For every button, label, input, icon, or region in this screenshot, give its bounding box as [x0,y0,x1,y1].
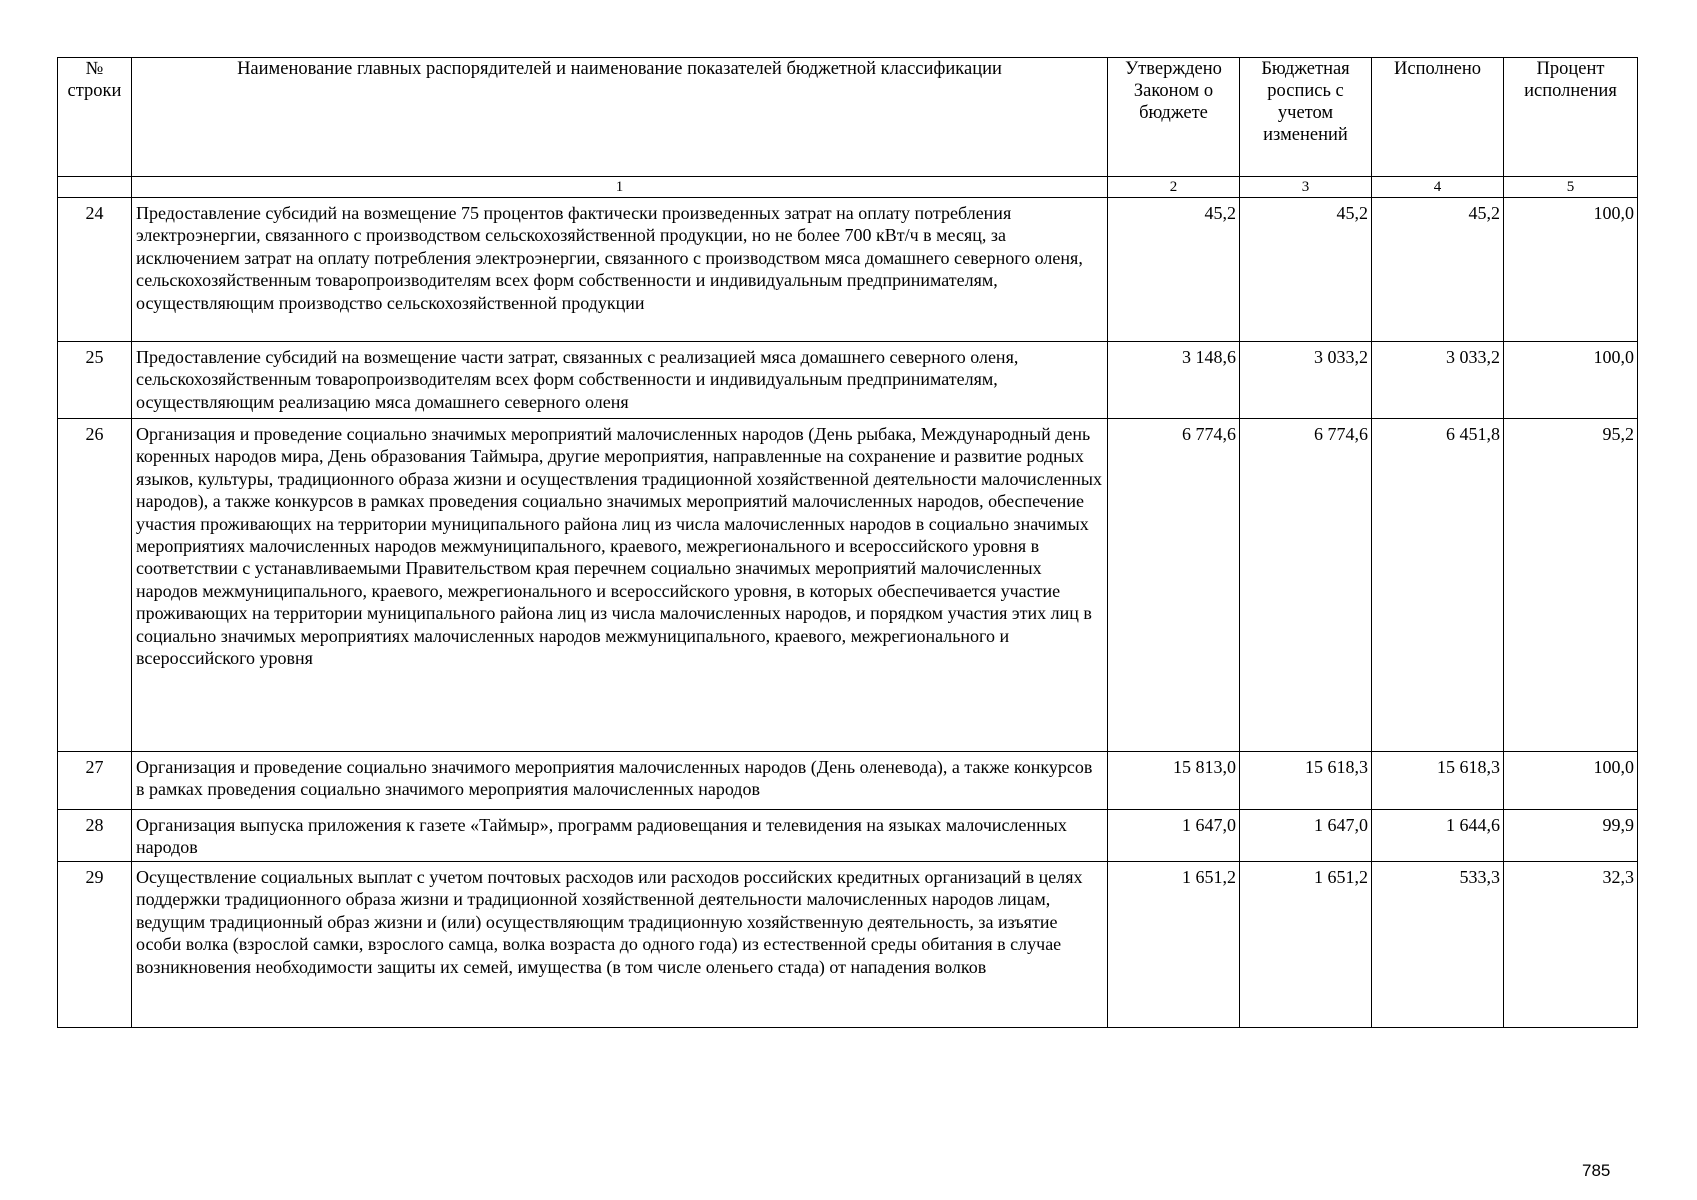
table-row [58,419,1638,752]
header-executed: Исполнено [1372,58,1504,177]
row-percent: 99,9 [1504,810,1638,862]
row-percent: 100,0 [1504,752,1638,810]
column-number: 3 [1240,177,1372,198]
column-number: 1 [132,177,1108,198]
budget-table [57,57,1638,1028]
column-number-blank [58,177,132,198]
row-percent: 100,0 [1504,342,1638,419]
row-name: Организация и проведение социально значимого мероприятия малочисленных народов (День оленевода), а также конкурсов в рамках проведения социально значимого мероприятия малочисленных народов [132,752,1108,810]
row-percent: 100,0 [1504,198,1638,342]
table-row [58,342,1638,419]
row-number: 28 [58,810,132,862]
row-number: 26 [58,419,132,752]
row-approved: 3 148,6 [1108,342,1240,419]
row-budget-list: 45,2 [1240,198,1372,342]
row-executed: 1 644,6 [1372,810,1504,862]
table-row [58,810,1638,862]
row-name: Организация выпуска приложения к газете «Таймыр», программ радиовещания и телевидения на языках малочисленных народов [132,810,1108,862]
row-executed: 6 451,8 [1372,419,1504,752]
row-percent: 32,3 [1504,862,1638,1028]
header-budget-list: Бюджетная роспись с учетом изменений [1240,58,1372,177]
row-number: 29 [58,862,132,1028]
row-number: 27 [58,752,132,810]
header-name: Наименование главных распорядителей и наименование показателей бюджетной классификации [132,58,1108,177]
row-approved: 15 813,0 [1108,752,1240,810]
row-percent: 95,2 [1504,419,1638,752]
row-name: Предоставление субсидий на возмещение 75 процентов фактически произведенных затрат на оплату потребления электроэнергии, связанного с производством сельскохозяйственной продукции, но не более 700 кВт/ч в месяц, за исключением затрат на оплату потребления электроэнергии, связанного с производством мяса домашнего северного оленя, сельскохозяйственным товаропроизводителям всех форм собственности и индивидуальным предпринимателям, осуществляющим производство сельскохозяйственной продукции [132,198,1108,342]
page-number: 785 [1582,1161,1611,1180]
row-name: Предоставление субсидий на возмещение части затрат, связанных с реализацией мяса домашнего северного оленя, сельскохозяйственным товаропроизводителям всех форм собственности и индивидуальным предпринимателям, осуществляющим реализацию мяса домашнего северного оленя [132,342,1108,419]
row-budget-list: 3 033,2 [1240,342,1372,419]
row-approved: 1 651,2 [1108,862,1240,1028]
row-executed: 45,2 [1372,198,1504,342]
header-row [58,58,1638,177]
header-row-number: № строки [58,58,132,177]
row-executed: 15 618,3 [1372,752,1504,810]
row-approved: 6 774,6 [1108,419,1240,752]
row-executed: 533,3 [1372,862,1504,1028]
table-row [58,862,1638,1028]
column-numbers-row [58,177,1638,198]
column-number: 2 [1108,177,1240,198]
column-number: 5 [1504,177,1638,198]
row-name: Осуществление социальных выплат с учетом почтовых расходов или расходов российских кредитных организаций в целях поддержки традиционного образа жизни и традиционной хозяйственной деятельности малочисленных народов лицам, ведущим традиционный образ жизни и (или) осуществляющим традиционную хозяйственную деятельность, за изъятие особи волка (взрослой самки, взрослого самца, волка возраста до одного года) из естественной среды обитания в случае возникновения необходимости защиты их семей, имущества (в том числе оленьего стада) от нападения волков [132,862,1108,1028]
row-approved: 45,2 [1108,198,1240,342]
row-executed: 3 033,2 [1372,342,1504,419]
column-number: 4 [1372,177,1504,198]
row-budget-list: 1 647,0 [1240,810,1372,862]
header-approved: Утверждено Законом о бюджете [1108,58,1240,177]
row-budget-list: 6 774,6 [1240,419,1372,752]
row-budget-list: 1 651,2 [1240,862,1372,1028]
row-budget-list: 15 618,3 [1240,752,1372,810]
header-percent: Процент исполнения [1504,58,1638,177]
row-approved: 1 647,0 [1108,810,1240,862]
row-name: Организация и проведение социально значимых мероприятий малочисленных народов (День рыбака, Международный день коренных народов мира, День образования Таймыра, другие мероприятия, направленные на сохранение и развитие родных языков, культуры, традиционного образа жизни и осуществления традиционной хозяйственной деятельности малочисленных народов), а также конкурсов в рамках проведения социально значимых мероприятий малочисленных народов, обеспечение участия проживающих на территории муниципального района лиц из числа малочисленных народов в социально значимых мероприятиях малочисленных народов межмуниципального, краевого, межрегионального и всероссийского уровня в соответствии с устанавливаемыми Правительством края перечнем социально значимых мероприятий малочисленных народов межмуниципального, краевого, межрегионального и всероссийского уровня, в которых обеспечивается участие проживающих на территории муниципального района лиц из числа малочисленных народов, и порядком участия этих лиц в социально значимых мероприятиях малочисленных народов межмуниципального, краевого, межрегионального и всероссийского уровня [132,419,1108,752]
row-number: 25 [58,342,132,419]
table-row [58,752,1638,810]
row-number: 24 [58,198,132,342]
table-row [58,198,1638,342]
